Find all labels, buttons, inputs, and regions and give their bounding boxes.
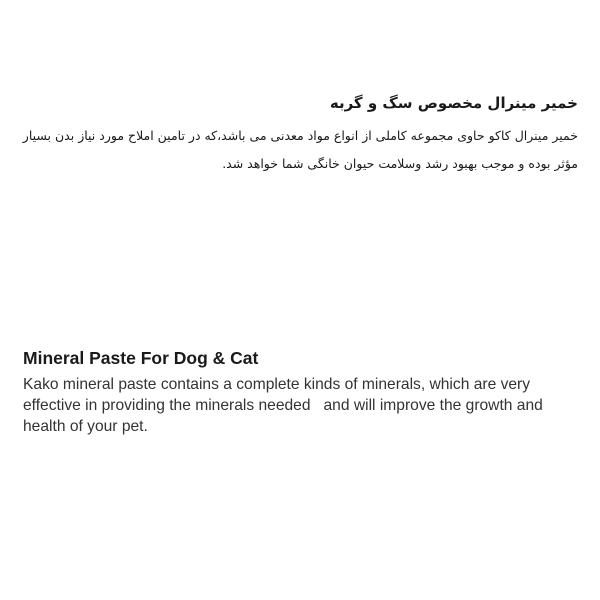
persian-product-description: خمیر مینرال کاکو حاوی مجموعه کاملی از انواع مواد معدنی می باشد،که در تامین املاح مورد نیاز بدن بسیار مؤثر بوده و موجب بهبود رشد وسلامت حیوان خانگی شما خواهد شد. <box>22 128 578 171</box>
english-description-section <box>23 346 583 437</box>
persian-product-title: خمیر مینرال مخصوص سگ و گربه <box>329 94 578 112</box>
english-product-title: Mineral Paste For Dog & Cat <box>23 348 259 368</box>
persian-description-section <box>18 90 578 178</box>
english-product-description: Kako mineral paste contains a complete kinds of minerals, which are very effective in providing the minerals needed and will improve the growth and health of your pet. <box>23 376 548 435</box>
